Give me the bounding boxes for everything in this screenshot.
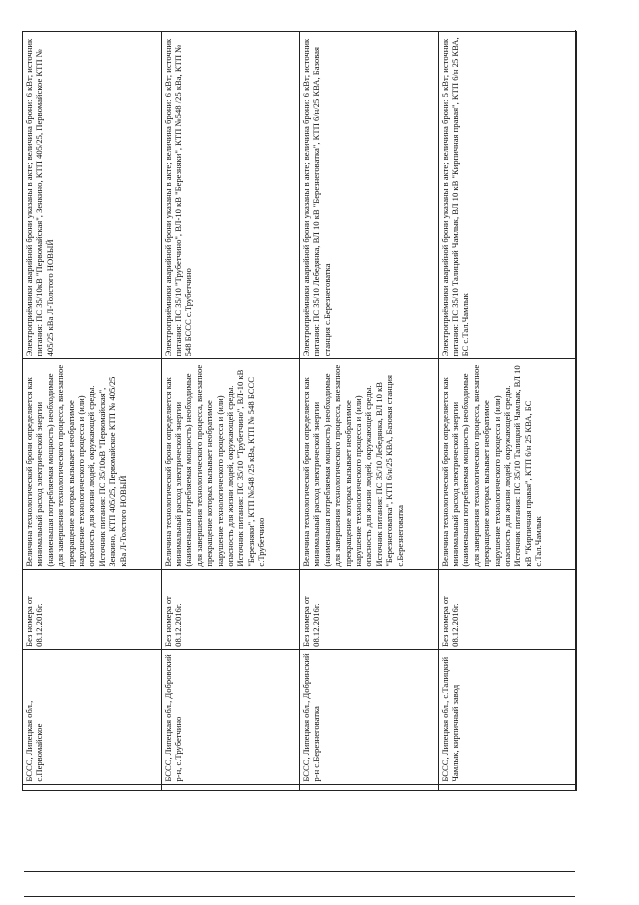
empty-cell: [438, 784, 577, 790]
object-cell: БССС, Липецкая обл., с.Первомайское: [23, 649, 162, 784]
empty-cell: [161, 784, 300, 790]
rule-line: [24, 871, 575, 872]
object-cell: БССС, Липецкая обл., с.Талицкий Чамлык, кирпичный завод: [438, 649, 577, 784]
emergency-reserve-cell: Электроприёмники аварийной брони указаны в акте; величина брони: 5 кВт; источник питания: ПС 35/10 Талицкий Чамлык, ВЛ 10 кВ "Кирпичная правая", КТП 6/н 25 КВА, БС с.Тал.Чамлык: [438, 32, 577, 359]
document-cell: Без номера от 08.12.2016г.: [161, 569, 300, 649]
tech-reserve-cell: Величина технологической брони определяется как минимальный расход электрической энергии (наименьшая потребляемая мощность) необходимые для завершения технологического процесса, внезапное прекращение которых вызывает необратимое нарушение технологического процесса и (или) опасность для жизни людей, окружающей среды. Источник питания: ПС 35/10 "Трубетчино", ВЛ-10 кВ "Березняки", КТП №548 /25 кВа, КТП № 548 БССС с.Трубетчино: [161, 359, 300, 569]
empty-cell: [23, 784, 162, 790]
emergency-reserve-cell: Электроприёмники аварийной брони указаны в акте; величина брони: 6 кВт; источник питания: ПС 35/10 Лебедянка, ВЛ 10 кВ "Березнеговатка", КТП 6/н/25 КВА, Базовая станция с.Березнеговатка: [300, 32, 439, 359]
table-row: [23, 32, 162, 791]
document-cell: Без номера от 08.12.2016г.: [300, 569, 439, 649]
object-cell: БССС, Липецкая обл., Добринский р-н с.Березнеговатка: [300, 649, 439, 784]
emergency-reserve-cell: Электроприёмники аварийной брони указаны в акте; величина брони: 6 кВт; источник питания: ПС 35/10 "Трубетчино", ВЛ-10 кВ "Березняки", КТП №548 /25 кВа, КТП № 548 БССС с.Трубетчино: [161, 32, 300, 359]
document-cell: Без номера от 08.12.2016г.: [438, 569, 577, 649]
table-row: [438, 32, 577, 791]
empty-cell: [300, 784, 439, 790]
rotated-table-wrapper: [22, 31, 577, 791]
table-row: [300, 32, 439, 791]
tech-reserve-cell: Величина технологической брони определяется как минимальный расход электрической энергии (наименьшая потребляемая мощность) необходимые для завершения технологического процесса, внезапное прекращение которых вызывает необратимое нарушение технологического процесса и (или) опасность для жизни людей, окружающей среды. Источник питания: ПС 35/10 Талицкий Чамлык, ВЛ 10 кВ "Кирпичная правая", КТП 6/н 25 КВА, БС с.Тал.Чамлык: [438, 359, 577, 569]
rule-line: [24, 896, 575, 897]
power-reserve-table: [22, 31, 577, 791]
emergency-reserve-cell: Электроприёмники аварийной брони указаны в акте; величина брони: 6 кВт; источник питания: ПС 35/10кВ "Первомайская", Зенкино, КТП 405/25, Первомайское КТП № 405/25 кВа Л-Толстого НОВЫЙ: [23, 32, 162, 359]
tech-reserve-cell: Величина технологической брони определяется как минимальный расход электрической энергии (наименьшая потребляемая мощность) необходимые для завершения технологического процесса, внезапное прекращение которых вызывает необратимое нарушение технологического процесса и (или) опасность для жизни людей, окружающей среды. Источник питания: ПС 35/10 Лебедянка, ВЛ 10 кВ "Березнеговатка", КТП 6/н/25 КВА, Базовая станция с.Березнеговатка: [300, 359, 439, 569]
tech-reserve-cell: Величина технологической брони определяется как минимальный расход электрической энергии (наименьшая потребляемая мощность) необходимые для завершения технологического процесса, внезапное прекращение которых вызывает необратимое нарушение технологического процесса и (или) опасность для жизни людей, окружающей среды. Источник питания: ПС 35/10кВ "Первомайская", Зенкино, КТП 405/25, Первомайское КТП № 405/25 кВа Л-Толстого НОВЫЙ: [23, 359, 162, 569]
object-cell: БССС, Липецкая обл., Добровский р-н, с.Трубетчино: [161, 649, 300, 784]
document-cell: Без номера от 08.12.2016г.: [23, 569, 162, 649]
table-row: [161, 32, 300, 791]
